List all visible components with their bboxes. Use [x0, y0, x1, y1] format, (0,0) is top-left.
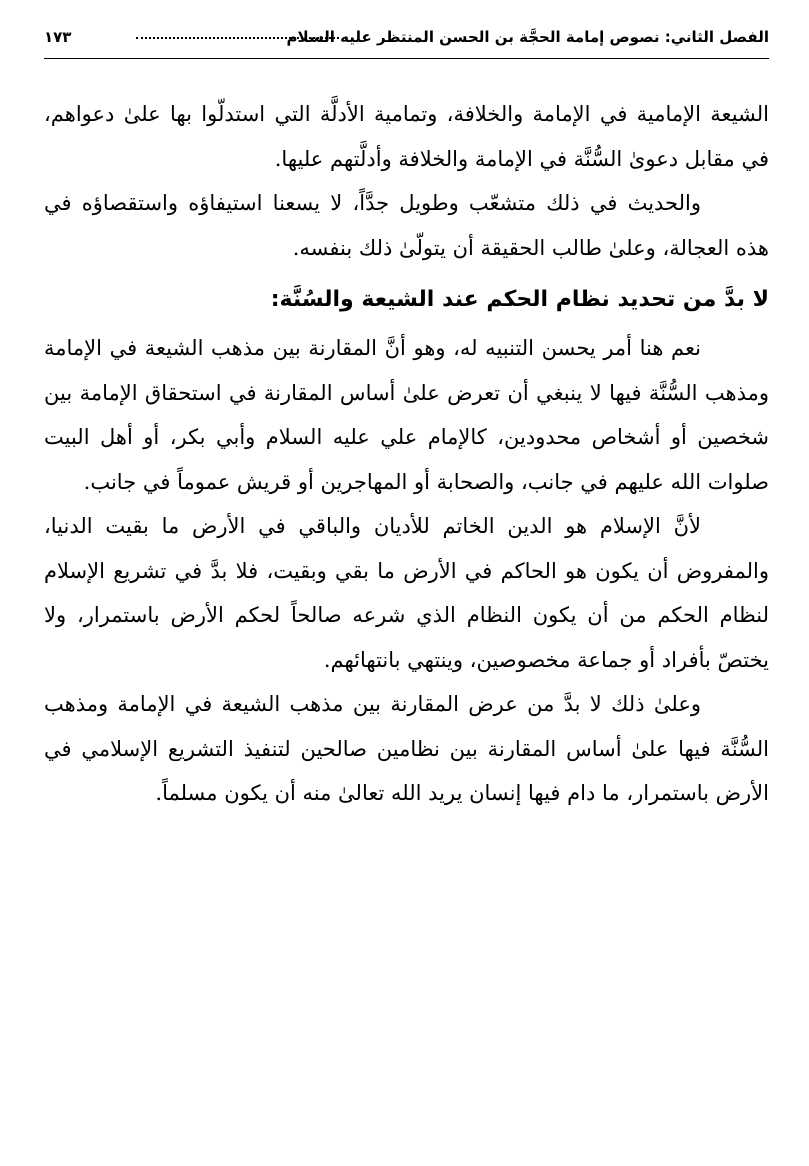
paragraph-5: وعلىٰ ذلك لا بدَّ من عرض المقارنة بين مذهب الشيعة في الإمامة ومذهب السُّنَّة فيها علىٰ أساس المقارنة بين نظامين صالحين لتنفيذ التشريع الإسلامي في الأرض باستمرار، ما دام فيها إنسان يريد الله تعالىٰ منه أن يكون مسلماً. [44, 692, 769, 805]
section-heading: لا بدَّ من تحديد نظام الحكم عند الشيعة والسُنَّة: [270, 287, 769, 312]
body-text [44, 92, 769, 816]
paragraph-4: لأنَّ الإسلام هو الدين الخاتم للأديان والباقي في الأرض ما بقيت الدنيا، والمفروض أن يكون هو الحاكم في الأرض ما بقي وبقيت، فلا بدَّ في تشريع الإسلام لنظام الحكم من أن يكون النظام الذي شرعه صالحاً لحكم الأرض باستمرار، ولا يختصّ بأفراد أو جماعة مخصوصين، وينتهي بانتهائهم. [44, 514, 769, 672]
header-rule [44, 58, 769, 59]
page-number: ١٧٣ [44, 28, 72, 46]
paragraph-2: والحديث في ذلك متشعّب وطويل جدَّاً، لا يسعنا استيفاؤه واستقصاؤه في هذه العجالة، وعلىٰ طالب الحقيقة أن يتولّىٰ ذلك بنفسه. [44, 191, 769, 260]
running-header [44, 24, 769, 60]
paragraph-3: نعم هنا أمر يحسن التنبيه له، وهو أنَّ المقارنة بين مذهب الشيعة في الإمامة ومذهب السُّنَّة فيها لا ينبغي أن تعرض علىٰ أساس المقارنة في استحقاق الإمامة بين شخصين أو أشخاص محدودين، كالإمام علي عليه السلام وأبي بكر، أو أهل البيت صلوات الله عليهم في جانب، والصحابة أو المهاجرين أو قريش عموماً في جانب. [44, 336, 770, 494]
leader-dots [136, 37, 339, 39]
paragraph-1: الشيعة الإمامية في الإمامة والخلافة، وتمامية الأدلَّة التي استدلّوا بها علىٰ دعواهم، في مقابل دعوىٰ السُّنَّة في الإمامة والخلافة وأدلَّتهم عليها. [44, 102, 769, 171]
chapter-title: الفصل الثاني: نصوص إمامة الحجَّة بن الحسن المنتظر عليه السلام [286, 28, 769, 46]
book-page [44, 24, 769, 1144]
